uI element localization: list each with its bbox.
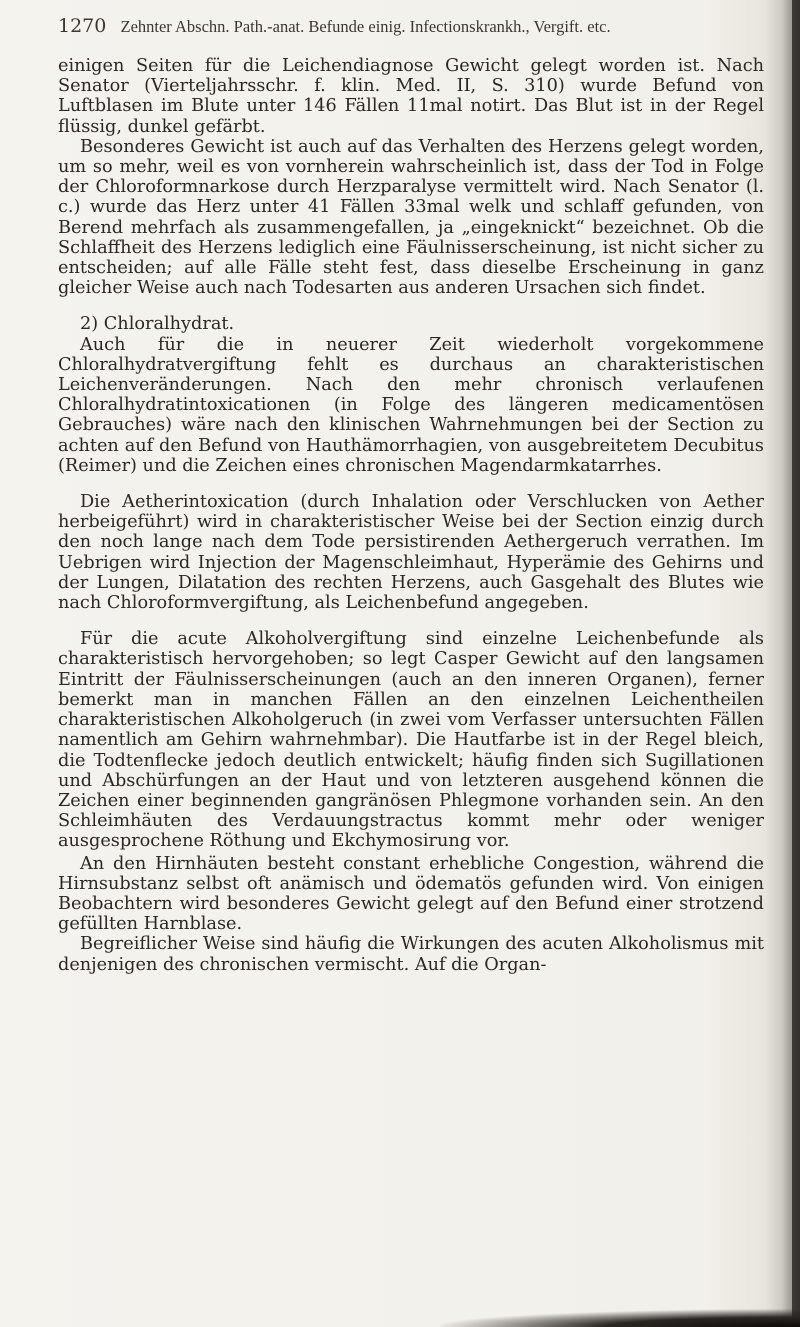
paragraph-hirnhaeute: An den Hirnhäuten besteht constant erhebliche Congestion, während die Hirnsubstanz selbst oft anämisch und ödematös gefunden wird. Von einigen Beobachtern wird besonderes Gewicht gelegt auf den Befund einer strotzend gefüllten Harnblase. bbox=[58, 853, 764, 935]
paragraph-herz: Besonderes Gewicht ist auch auf das Verhalten des Herzens gelegt worden, um so mehr, weil es von vornherein wahrscheinlich ist, dass der Tod in Folge der Chloroformnarkose durch Herzparalyse vermittelt wird. Nach Senator (l. c.) wurde das Herz unter 41 Fällen 33mal welk und schlaff gefunden, von Berend mehrfach als zusammengefallen, ja „eingeknickt“ bezeichnet. Ob die Schlaffheit des Herzens lediglich eine Fäulnisserscheinung, ist nicht sicher zu entscheiden; auf alle Fälle steht fest, dass dieselbe Erscheinung in ganz gleicher Weise auch nach Todesarten aus anderen Ursachen sich findet. bbox=[58, 136, 764, 299]
paragraph-chloral: Auch für die in neuerer Zeit wiederholt vorgekommene Chloralhydratvergiftung fehlt es durchaus an charakteristischen Leichenveränderungen. Nach den mehr chronisch verlaufenen Chloralhydratintoxicationen (in Folge des längeren medicamentösen Gebrauches) wäre nach den klinischen Wahrnehmungen bei der Section zu achten auf den Befund von Hauthämorrhagien, von ausgebreitetem Decubitus (Reimer) und die Zeichen eines chronischen Magendarmkatarrhes. bbox=[58, 334, 764, 476]
page-curl-shadow bbox=[440, 1309, 800, 1327]
binding-edge bbox=[792, 0, 800, 1327]
paragraph-alkohol: Für die acute Alkoholvergiftung sind einzelne Leichenbefunde als charakteristisch hervorgehoben; so legt Casper Gewicht auf den langsamen Eintritt der Fäulnisserscheinungen (auch an den inneren Organen), ferner bemerkt man in manchen Fällen an den einzelnen Leichentheilen charakteristischen Alkoholgeruch (in zwei vom Verfasser untersuchten Fällen namentlich am Gehirn wahrnehmbar). Die Hautfarbe ist in der Regel bleich, die Todtenflecke jedoch deutlich entwickelt; häufig finden sich Sugillationen und Abschürfungen an der Haut und von letzteren ausgehend können die Zeichen einer beginnenden gangränösen Phlegmone vorhanden sein. An den Schleimhäuten des Verdauungstractus kommt mehr oder weniger ausgesprochene Röthung und Ekchymosirung vor. bbox=[58, 629, 764, 852]
paragraph-continued: einigen Seiten für die Leichendiagnose Gewicht gelegt worden ist. Nach Senator (Vierteljahrsschr. f. klin. Med. II, S. 310) wurde Befund von Luftblasen im Blute unter 146 Fällen 11mal notirt. Das Blut ist in der Regel flüssig, dunkel gefärbt. bbox=[58, 56, 764, 137]
running-title: Zehnter Abschn. Path.-anat. Befunde einig. Infectionskrankh., Vergift. etc. bbox=[120, 17, 611, 36]
page-number: 1270 bbox=[58, 15, 107, 37]
section-heading-chloralhydrat: 2) Chloralhydrat. bbox=[80, 314, 235, 335]
paragraph-aether: Die Aetherintoxication (durch Inhalation oder Verschlucken von Aether herbeigeführt) wird in charakteristischer Weise bei der Section einzig durch den noch lange nach dem Tode persistirenden Aethergeruch verrathen. Im Uebrigen wird Injection der Magenschleimhaut, Hyperämie des Gehirns und der Lungen, Dilatation des rechten Herzens, auch Gasgehalt des Blutes wie nach Chloroformvergiftung, als Leichenbefund angegeben. bbox=[58, 492, 764, 614]
running-head bbox=[58, 15, 770, 37]
paragraph-alkoholismus: Begreiflicher Weise sind häufig die Wirkungen des acuten Alkoholismus mit denjenigen des chronischen vermischt. Auf die Organ- bbox=[58, 934, 764, 975]
body-text bbox=[58, 56, 764, 975]
